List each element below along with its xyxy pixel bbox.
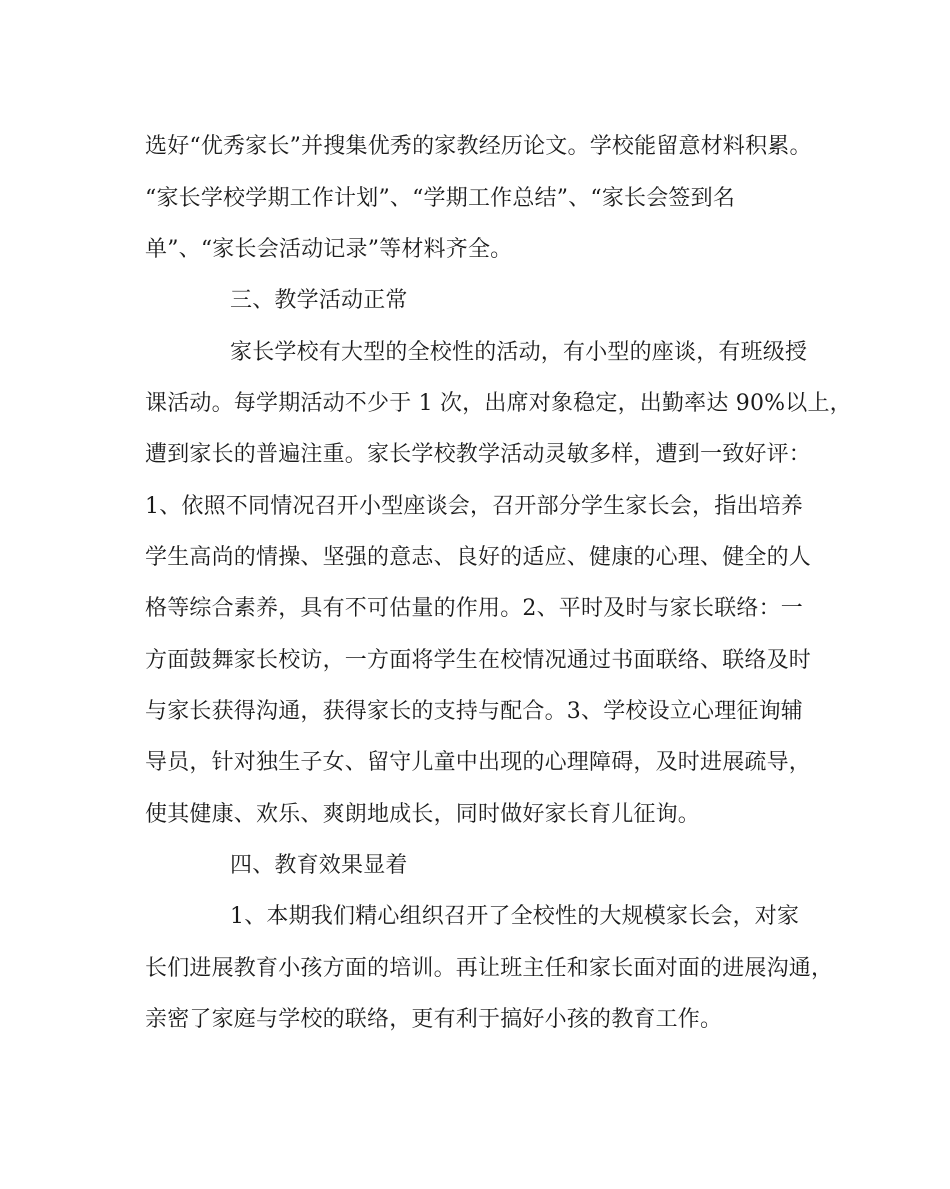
paragraph-start: 1、本期我们精心组织召开了全校性的大规模家长会，对家 bbox=[230, 904, 800, 929]
text-line: 1、依照不同情况召开小型座谈会，召开部分学生家长会，指出培养 bbox=[145, 494, 803, 519]
section-heading: 三、教学活动正常 bbox=[230, 288, 408, 313]
text-line: 学生高尚的情操、坚强的意志、良好的适应、健康的心理、健全的人 bbox=[145, 545, 812, 570]
text-line: 长们进展教育小孩方面的培训。再让班主任和家长面对面的进展沟通， bbox=[145, 956, 834, 981]
text-line: 亲密了家庭与学校的联络，更有利于搞好小孩的教育工作。 bbox=[145, 1007, 723, 1032]
text-line: “家长学校学期工作计划”、“学期工作总结”、“家长会签到名 bbox=[145, 186, 736, 211]
paragraph-start: 家长学校有大型的全校性的活动，有小型的座谈，有班级授 bbox=[230, 340, 808, 365]
text-line: 单”、“家长会活动记录”等材料齐全。 bbox=[145, 237, 513, 262]
text-line: 课活动。每学期活动不少于 1 次，出席对象稳定，出勤率达 90%以上， bbox=[145, 391, 852, 416]
section-heading: 四、教育效果显着 bbox=[230, 853, 408, 878]
text-line: 格等综合素养，具有不可估量的作用。2、平时及时与家长联络：一 bbox=[145, 596, 803, 621]
text-line: 方面鼓舞家长校访，一方面将学生在校情况通过书面联络、联络及时 bbox=[145, 648, 812, 673]
text-line: 遭到家长的普遍注重。家长学校教学活动灵敏多样，遭到一致好评： bbox=[145, 442, 812, 467]
text-line: 与家长获得沟通，获得家长的支持与配合。3、学校设立心理征询辅 bbox=[145, 699, 803, 724]
text-line: 选好“优秀家长”并搜集优秀的家教经历论文。学校能留意材料积累。 bbox=[145, 134, 812, 159]
text-line: 导员，针对独生子女、留守儿童中出现的心理障碍，及时进展疏导， bbox=[145, 750, 812, 775]
text-line: 使其健康、欢乐、爽朗地成长，同时做好家长育儿征询。 bbox=[145, 802, 701, 827]
